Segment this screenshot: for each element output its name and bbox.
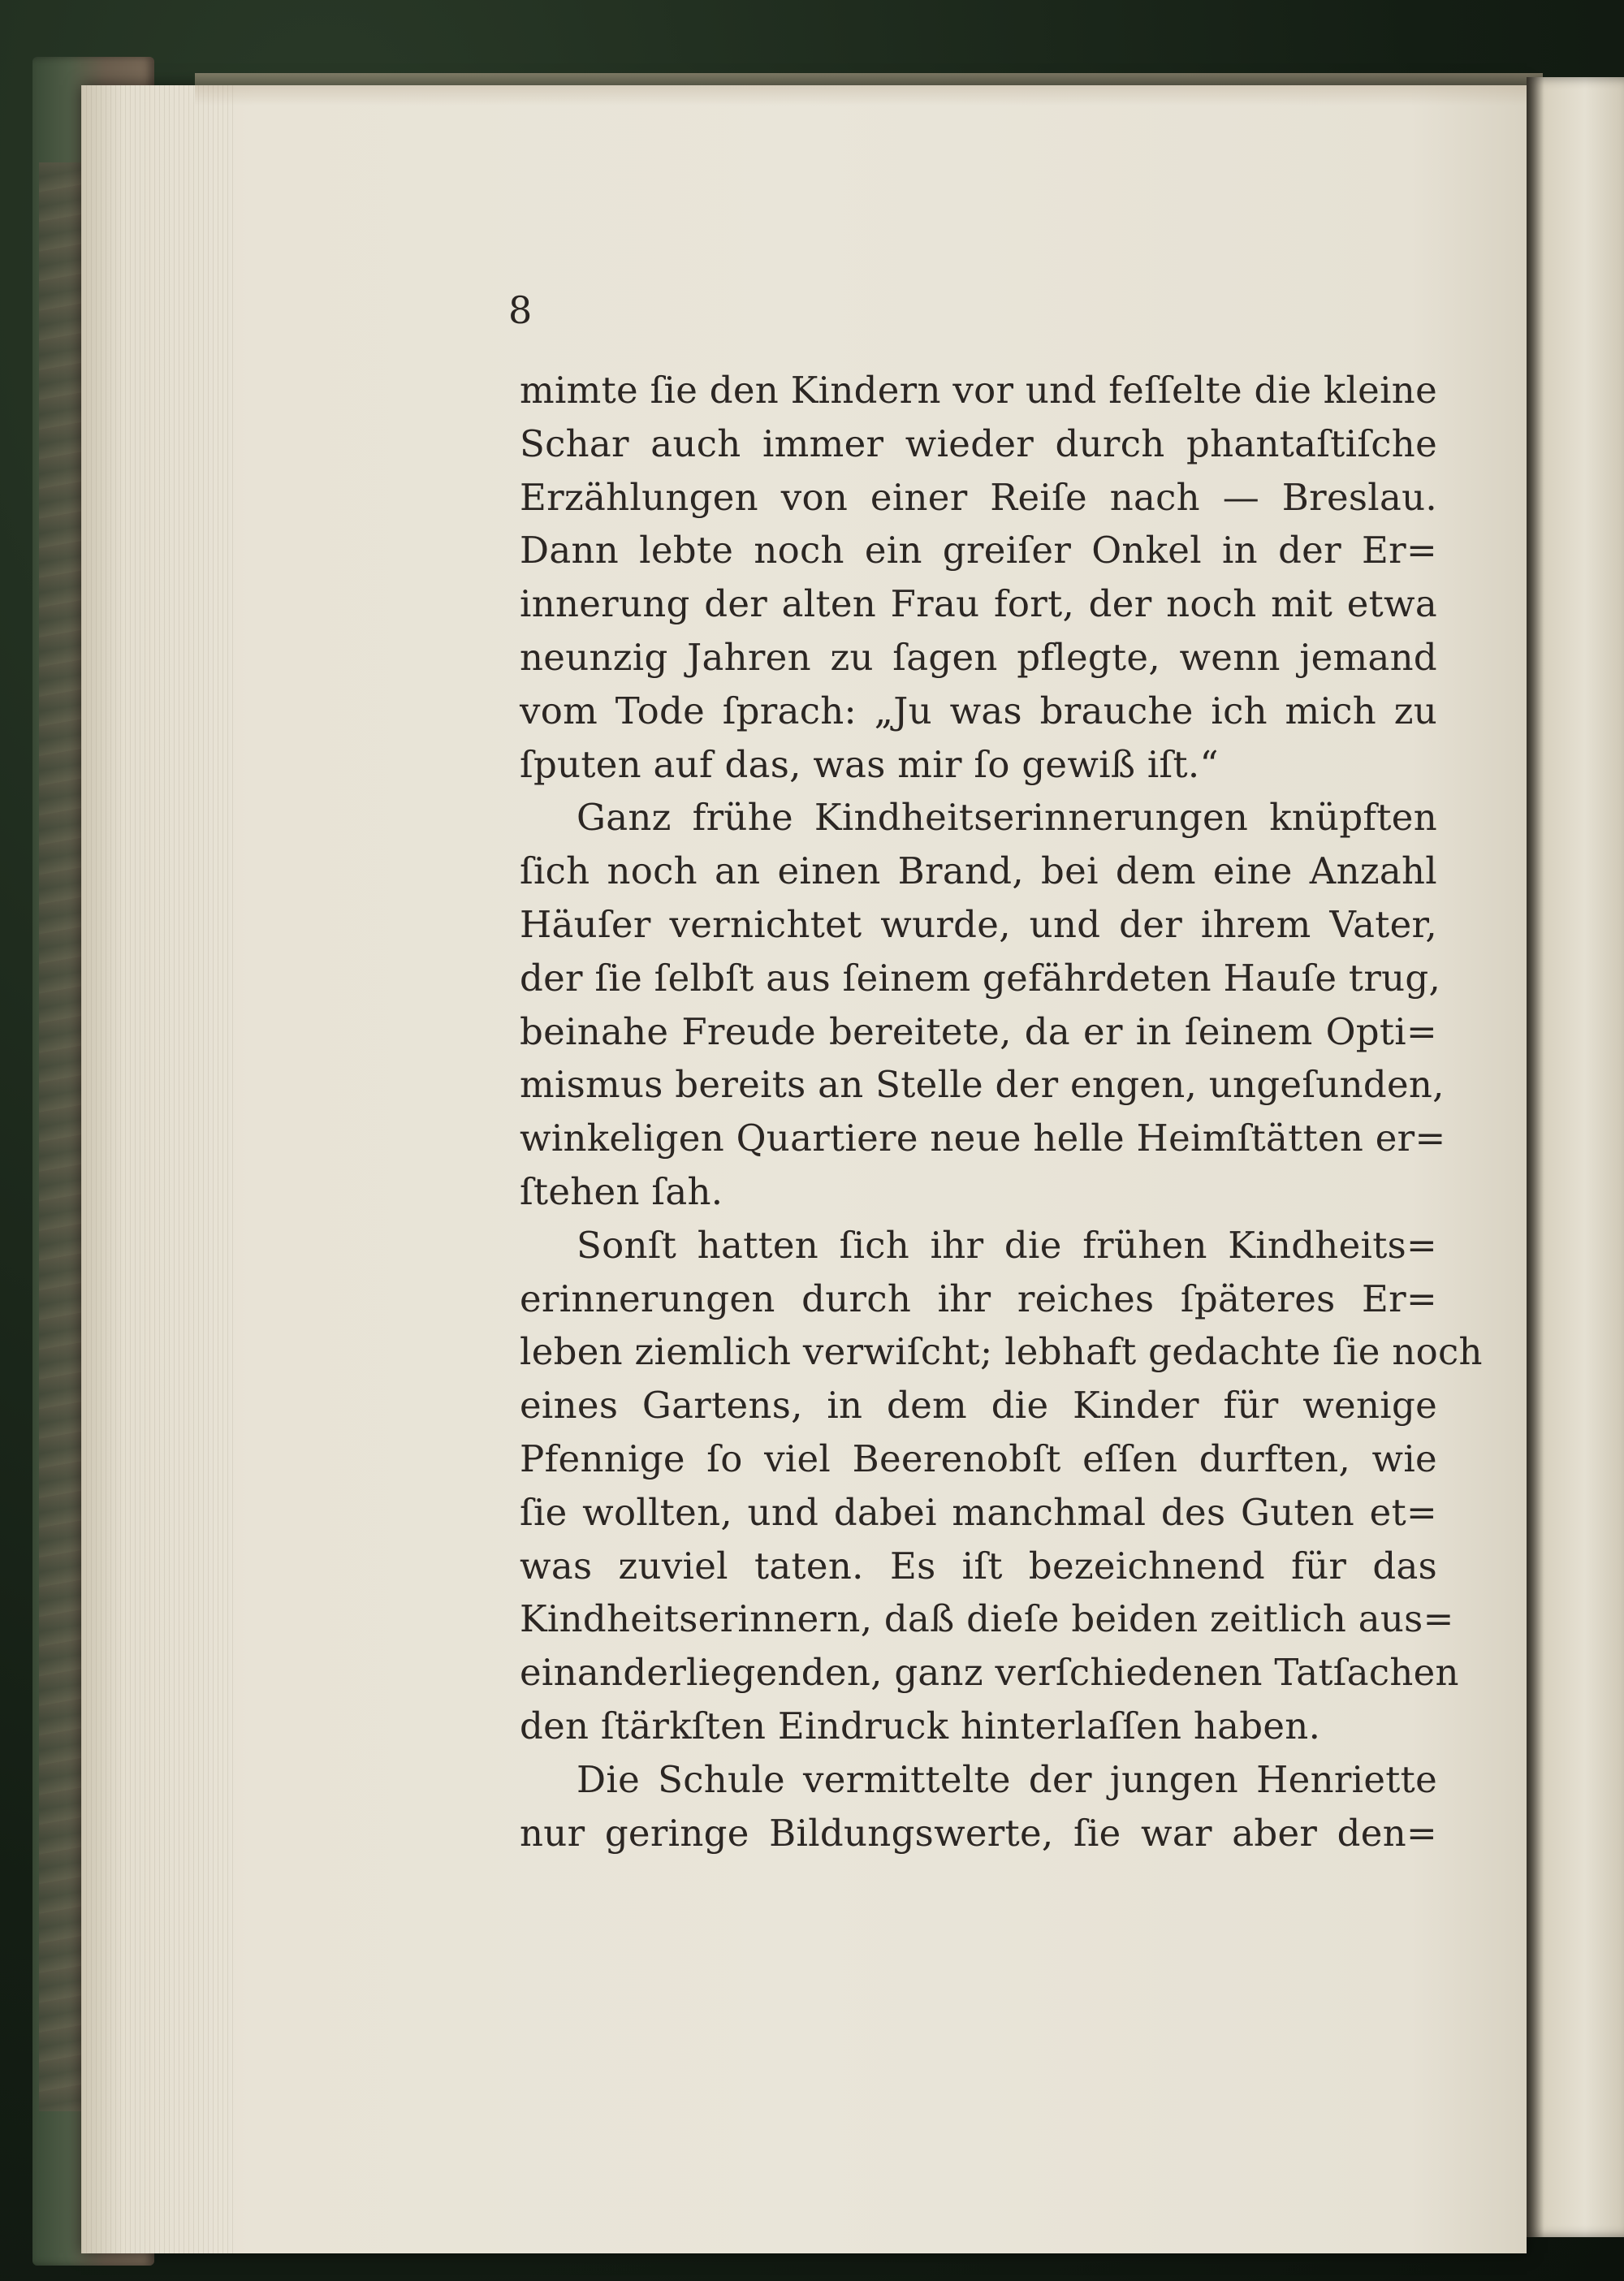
text-line: Erzählungen von einer Reiſe nach — Breslau. xyxy=(520,475,1437,519)
page-stack-edges xyxy=(81,85,235,2253)
text-line: einanderliegenden, ganz verſchiedenen Tatſachen xyxy=(520,1651,1459,1695)
text-line: ſich noch an einen Brand, bei dem eine Anzahl xyxy=(520,849,1437,893)
text-line: Kindheitserinnern, daß dieſe beiden zeitlich aus= xyxy=(520,1597,1454,1641)
page-number: 8 xyxy=(508,288,533,332)
text-line: innerung der alten Frau fort, der noch mit etwa xyxy=(520,582,1437,626)
text-line: leben ziemlich verwiſcht; lebhaft gedachte ſie noch xyxy=(520,1330,1483,1374)
text-line: Pfennige ſo viel Beerenobſt eſſen durften, wie xyxy=(520,1436,1437,1480)
text-line: erinnerungen durch ihr reiches ſpäteres Er= xyxy=(520,1277,1437,1320)
text-line: was zuviel taten. Es iſt bezeichnend für das xyxy=(520,1544,1437,1588)
text-line: mismus bereits an Stelle der engen, ungeſunden, xyxy=(520,1063,1445,1107)
text-line: der ſie ſelbſt aus ſeinem gefährdeten Hauſe trug, xyxy=(520,956,1441,1000)
paragraph-start-line: Die Schule vermittelte der jungen Henriette xyxy=(577,1757,1437,1801)
text-line: eines Gartens, in dem die Kinder für wenige xyxy=(520,1384,1437,1428)
text-line: den ſtärkſten Eindruck hinterlaſſen haben. xyxy=(520,1704,1321,1747)
paragraph-start-line: Sonſt hatten ſich ihr die frühen Kindheits= xyxy=(577,1223,1437,1267)
page-top-stain xyxy=(195,73,1543,106)
text-line: nur geringe Bildungswerte, ſie war aber den= xyxy=(520,1811,1437,1855)
text-line: vom Tode ſprach: „Ju was brauche ich mich zu xyxy=(520,689,1437,732)
text-line: winkeligen Quartiere neue helle Heimſtätten er= xyxy=(520,1117,1446,1160)
facing-page-edge xyxy=(1527,77,1624,2237)
text-line: Schar auch immer wieder durch phantaſtiſche xyxy=(520,421,1437,465)
text-line: Häuſer vernichtet wurde, und der ihrem Vater, xyxy=(520,902,1437,946)
paragraph-start-line: Ganz frühe Kindheitserinnerungen knüpften xyxy=(577,796,1437,840)
body-text xyxy=(520,364,1483,1860)
text-line: ſie wollten, und dabei manchmal des Guten et= xyxy=(520,1490,1437,1534)
text-line: ſputen auf das, was mir ſo gewiß iſt.“ xyxy=(520,742,1219,786)
text-line: beinahe Freude bereitete, da er in ſeinem Opti= xyxy=(520,1009,1437,1053)
text-line: Dann lebte noch ein greiſer Onkel in der Er= xyxy=(520,529,1437,572)
text-line: mimte ſie den Kindern vor und feſſelte die kleine xyxy=(520,369,1437,412)
text-line: ſtehen ſah. xyxy=(520,1169,723,1213)
text-line: neunzig Jahren zu ſagen pflegte, wenn jemand xyxy=(520,635,1437,679)
